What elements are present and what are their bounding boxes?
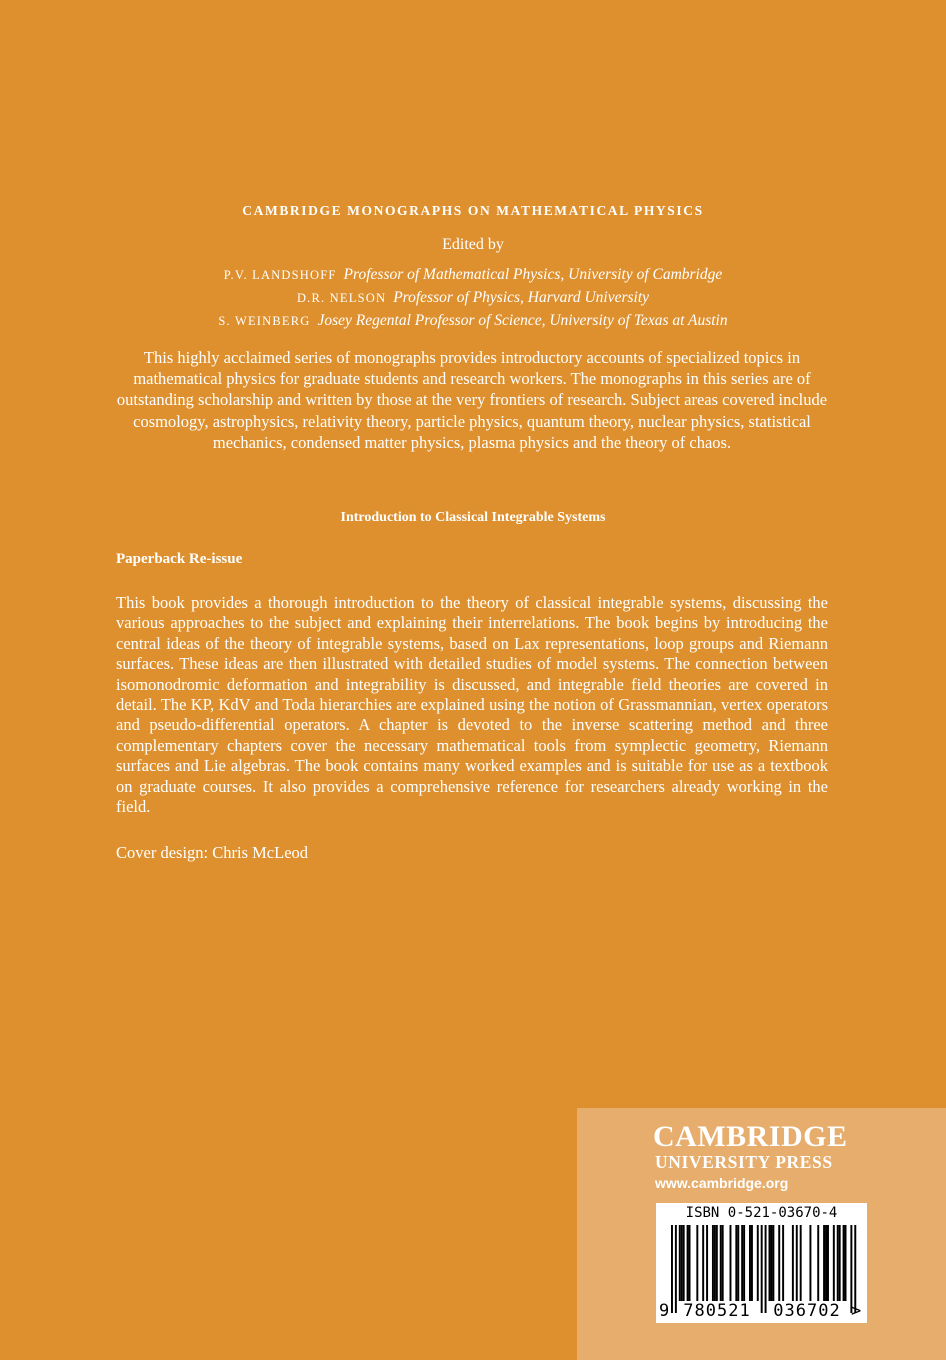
barcode-bar — [796, 1225, 798, 1301]
barcode-bar — [751, 1225, 753, 1301]
editor-role: Professor of Physics, Harvard University — [393, 289, 650, 306]
barcode-bar — [809, 1225, 811, 1301]
barcode-bar — [825, 1225, 827, 1301]
barcode-bar — [772, 1225, 774, 1301]
barcode-bar — [737, 1225, 739, 1301]
barcode-bar — [749, 1225, 751, 1301]
ean-right-digits: 036702 — [773, 1301, 841, 1321]
barcode-bar — [845, 1225, 847, 1301]
publisher-logo-name: CAMBRIDGE — [653, 1120, 848, 1153]
isbn-text: ISBN 0-521-03670-4 — [685, 1205, 838, 1221]
publisher-logo-subtitle: UNIVERSITY PRESS — [655, 1152, 833, 1172]
barcode-bar — [716, 1225, 718, 1301]
barcode-bar — [712, 1225, 714, 1301]
editor-name: S. WEINBERG — [218, 314, 311, 328]
barcode-bar — [800, 1225, 802, 1301]
barcode-bar — [843, 1225, 845, 1301]
barcode-bar — [792, 1225, 794, 1301]
book-description: This book provides a thorough introduction to the theory of classical integrable systems, discussing the various approaches to the subject and explaining their interrelations. The book begins by introducing the central ideas of the theory of integrable systems, based on Lax representations, loop groups and Riemann surfaces. These ideas are then illustrated with detailed studies of model systems. The connection between isomonodromic deformation and integrability is discussed, and integrable field theories are covered in detail. The KP, KdV and Toda hierarchies are explained using the notion of Grassmannian, vertex operators and pseudo-differential operators. A chapter is devoted to the inverse scattering method and three complementary chapters cover the necessary mathematical tools from symplectic geometry, Riemann surfaces and Lie algebras. The book contains many worked examples and is suitable for use as a textbook on graduate courses. It also provides a comprehensive reference for researchers already working in the field. — [116, 593, 828, 817]
editor-role: Josey Regental Professor of Science, University of Texas at Austin — [317, 312, 728, 329]
editors-list — [0, 263, 946, 332]
book-title: Introduction to Classical Integrable Systems — [340, 510, 606, 525]
barcode-bar — [671, 1225, 673, 1313]
barcode-bar — [730, 1225, 732, 1301]
ean-end-mark: > — [851, 1301, 862, 1321]
isbn-barcode — [656, 1203, 867, 1323]
series-title: CAMBRIDGE MONOGRAPHS ON MATHEMATICAL PHYSICS — [242, 203, 704, 218]
barcode-bar — [722, 1225, 724, 1301]
ean-left-digits: 780521 — [683, 1301, 751, 1321]
publisher-url: www.cambridge.org — [655, 1175, 789, 1191]
barcode-bar — [714, 1225, 716, 1301]
barcode-bar — [735, 1225, 737, 1301]
barcode-bar — [765, 1225, 767, 1313]
barcode-bar — [827, 1225, 829, 1301]
editor-row — [0, 263, 946, 286]
ean-digits — [656, 1301, 867, 1321]
barcode-bar — [679, 1225, 681, 1301]
barcode-bar — [823, 1225, 825, 1301]
barcode-bar — [833, 1225, 835, 1301]
barcode-bar — [696, 1225, 698, 1301]
barcode-bar — [770, 1225, 772, 1301]
edited-by-label: Edited by — [442, 236, 504, 253]
editor-name: D.R. NELSON — [296, 291, 387, 305]
edition-label: Paperback Re-issue — [116, 551, 243, 567]
barcode-bar — [837, 1225, 839, 1301]
barcode-bar — [702, 1225, 704, 1301]
barcode-bar — [741, 1225, 743, 1301]
series-description: This highly acclaimed series of monographs provides introductory accounts of specialized topics in mathematical physics for graduate students and research workers. The monographs in this series are of outstanding scholarship and written by those at the very frontiers of research. Subject areas covered include cosmology, astrophysics, relativity theory, particle physics, quantum theory, nuclear physics, statistical mechanics, condensed matter physics, plasma physics and the theory of chaos. — [116, 348, 828, 452]
barcode-bar — [782, 1225, 784, 1301]
barcode-bar — [761, 1225, 763, 1313]
barcode-bar — [683, 1225, 685, 1301]
barcode-bar — [817, 1225, 819, 1301]
barcode-bar — [769, 1225, 771, 1301]
barcode-bar — [854, 1225, 856, 1313]
editor-role: Professor of Mathematical Physics, University of Cambridge — [343, 266, 723, 283]
barcode-bar — [687, 1225, 689, 1301]
ean-first-digit: 9 — [659, 1301, 670, 1321]
barcode-bar — [681, 1225, 683, 1301]
barcode-bar — [778, 1225, 780, 1301]
editor-row — [0, 309, 946, 332]
barcode-bar — [706, 1225, 708, 1301]
editor-row — [0, 286, 946, 309]
editor-name: P.V. LANDSHOFF — [223, 268, 337, 282]
barcode-bar — [720, 1225, 722, 1301]
barcode-bar — [743, 1225, 745, 1301]
barcode-bar — [757, 1225, 759, 1301]
barcode-bar — [689, 1225, 691, 1301]
barcode-bar — [850, 1225, 852, 1313]
barcode-bar — [839, 1225, 841, 1301]
barcode-bar — [675, 1225, 677, 1313]
cover-credit: Cover design: Chris McLeod — [116, 843, 309, 862]
